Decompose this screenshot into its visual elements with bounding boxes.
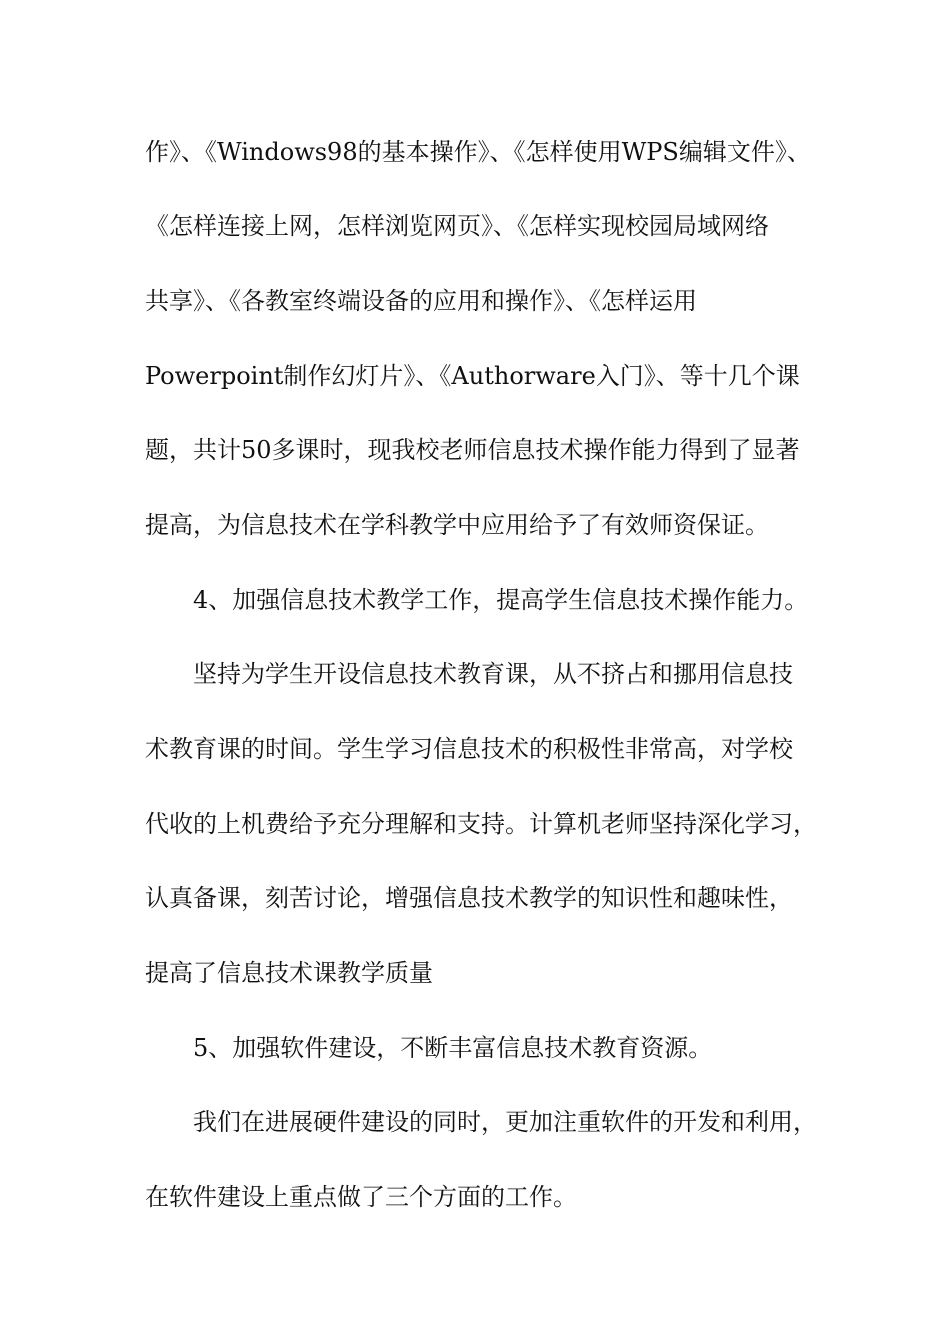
text-line: 代收的上机费给予充分理解和支持。计算机老师坚持深化学习， [145,810,817,838]
section-heading: 4、加强信息技术教学工作，提高学生信息技术操作能力。 [193,586,809,614]
text-line: 《怎样连接上网，怎样浏览网页》、《怎样实现校园局域网络 [145,212,769,240]
text-line: Powerpoint制作幻灯片》、《Authorware入门》、等十几个课 [145,362,800,390]
text-line: 提高了信息技术课教学质量 [145,959,433,987]
text-line: 认真备课，刻苦讨论，增强信息技术教学的知识性和趣味性， [145,884,793,912]
section-heading: 5、加强软件建设，不断丰富信息技术教育资源。 [193,1034,713,1062]
text-line: 提高，为信息技术在学科教学中应用给予了有效师资保证。 [145,511,769,539]
paragraph-first-line: 我们在进展硬件建设的同时，更加注重软件的开发和利用， [193,1108,817,1136]
text-line: 题，共计50多课时，现我校老师信息技术操作能力得到了显著 [145,436,800,464]
paragraph-first-line: 坚持为学生开设信息技术教育课，从不挤占和挪用信息技 [193,660,793,688]
text-line: 术教育课的时间。学生学习信息技术的积极性非常高，对学校 [145,735,793,763]
text-line: 共享》、《各教室终端设备的应用和操作》、《怎样运用 [145,287,697,315]
text-line: 作》、《Windows98的基本操作》、《怎样使用WPS编辑文件》、 [145,138,811,166]
text-line: 在软件建设上重点做了三个方面的工作。 [145,1183,577,1211]
